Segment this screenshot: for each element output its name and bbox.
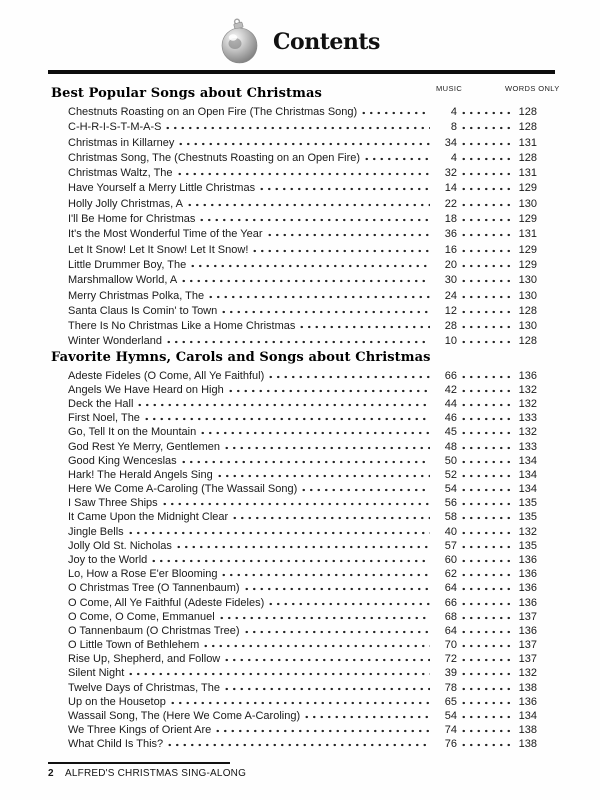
- music-page-number: 36: [444, 228, 457, 241]
- toc-entry: [68, 681, 537, 695]
- dot-leader: [460, 417, 510, 421]
- dot-leader: [460, 389, 510, 393]
- words-only-page-number: 128: [518, 121, 537, 134]
- dot-leader: [220, 573, 430, 577]
- toc-entry: [68, 482, 537, 496]
- dot-leader: [460, 279, 510, 283]
- dot-leader: [227, 389, 430, 393]
- footer-rule: [48, 762, 230, 764]
- music-page-number: 42: [444, 383, 457, 396]
- words-only-page-number: 131: [518, 167, 537, 180]
- dot-leader: [186, 203, 430, 207]
- music-page-number: 12: [444, 304, 457, 317]
- words-only-page-number: 136: [518, 695, 537, 708]
- toc-entry: [68, 553, 537, 567]
- dot-leader: [258, 187, 430, 191]
- words-only-page-number: 129: [518, 258, 537, 271]
- dot-leader: [460, 502, 510, 506]
- toc-entry: [68, 440, 537, 454]
- toc-entry: [68, 181, 537, 196]
- dot-leader: [460, 142, 510, 146]
- song-title: Hark! The Herald Angels Sing: [68, 468, 213, 481]
- footer-text: [48, 768, 348, 779]
- dot-leader: [127, 531, 430, 535]
- dot-leader: [207, 295, 430, 299]
- dot-leader: [165, 340, 430, 344]
- dot-leader: [460, 644, 510, 648]
- song-title: It Came Upon the Midnight Clear: [68, 511, 229, 524]
- dot-leader: [460, 111, 510, 115]
- dot-leader: [460, 431, 510, 435]
- music-page-number: 72: [444, 653, 457, 666]
- dot-leader: [460, 729, 510, 733]
- music-page-number: 54: [444, 483, 457, 496]
- song-title: Chestnuts Roasting on an Open Fire (The Christmas Song): [68, 106, 358, 118]
- dot-leader: [460, 157, 510, 161]
- music-page-number: 76: [444, 738, 457, 751]
- toc-section: [0, 87, 600, 350]
- music-page-number: 65: [444, 695, 457, 708]
- music-page-number: 22: [444, 197, 457, 210]
- toc-entry: [68, 136, 537, 151]
- toc-entry: [68, 334, 537, 349]
- toc-entry: [68, 454, 537, 468]
- song-title: We Three Kings of Orient Are: [68, 724, 212, 737]
- toc-section: [0, 351, 600, 752]
- music-page-number: 78: [444, 681, 457, 694]
- words-only-page-number: 131: [518, 136, 537, 149]
- dot-leader: [266, 233, 431, 237]
- music-page-number: 4: [450, 106, 457, 118]
- dot-leader: [460, 559, 510, 563]
- music-page-number: 58: [444, 511, 457, 524]
- song-title: C-H-R-I-S-T-M-A-S: [68, 121, 162, 134]
- music-page-number: 20: [444, 258, 457, 271]
- song-title: Rise Up, Shepherd, and Follow: [68, 653, 221, 666]
- dot-leader: [460, 672, 510, 676]
- dot-leader: [460, 701, 510, 705]
- dot-leader: [169, 701, 430, 705]
- words-only-page-number: 132: [518, 398, 537, 411]
- toc-entry: [68, 304, 537, 319]
- dot-leader: [298, 325, 430, 329]
- song-title: Twelve Days of Christmas, The: [68, 681, 221, 694]
- music-page-number: 40: [444, 525, 457, 538]
- dot-leader: [460, 295, 510, 299]
- page-footer: [48, 762, 348, 779]
- toc-entry: [68, 425, 537, 439]
- song-title: Christmas Waltz, The: [68, 167, 173, 180]
- song-title: O Tannenbaum (O Christmas Tree): [68, 624, 240, 637]
- words-only-page-number: 136: [518, 582, 537, 595]
- dot-leader: [231, 516, 430, 520]
- song-title: Christmas in Killarney: [68, 136, 175, 149]
- music-page-number: 50: [444, 454, 457, 467]
- music-page-number: 54: [444, 709, 457, 722]
- toc-entry: [68, 709, 537, 723]
- dot-leader: [218, 616, 430, 620]
- dot-leader: [223, 446, 430, 450]
- words-only-page-number: 134: [518, 468, 537, 481]
- toc-entry: [68, 581, 537, 595]
- words-only-page-number: 128: [518, 151, 537, 164]
- toc-entry: [68, 105, 537, 120]
- dot-leader: [460, 630, 510, 634]
- toc-entry: [68, 496, 537, 510]
- words-only-page-number: 129: [518, 213, 537, 226]
- column-header-words-only: WORDS ONLY: [505, 84, 560, 93]
- footer-book-title: ALFRED'S CHRISTMAS SING-ALONG: [65, 767, 247, 779]
- song-title: Merry Christmas Polka, The: [68, 289, 205, 302]
- words-only-page-number: 132: [518, 383, 537, 396]
- toc-entry: [68, 596, 537, 610]
- music-page-number: 8: [450, 121, 457, 134]
- music-page-number: 57: [444, 539, 457, 552]
- dot-leader: [127, 672, 430, 676]
- section-entries: [68, 369, 537, 752]
- song-title: It's the Most Wonderful Time of the Year: [68, 228, 263, 241]
- dot-leader: [460, 488, 510, 492]
- words-only-page-number: 134: [518, 454, 537, 467]
- dot-leader: [460, 474, 510, 478]
- words-only-page-number: 136: [518, 624, 537, 637]
- words-only-page-number: 130: [518, 289, 537, 302]
- music-page-number: 64: [444, 624, 457, 637]
- dot-leader: [460, 340, 510, 344]
- song-title: O Christmas Tree (O Tannenbaum): [68, 582, 240, 595]
- dot-leader: [460, 687, 510, 691]
- song-title: Silent Night: [68, 667, 125, 680]
- dot-leader: [460, 446, 510, 450]
- song-title: I Saw Three Ships: [68, 497, 158, 510]
- song-title: Have Yourself a Merry Little Christmas: [68, 182, 256, 195]
- music-page-number: 16: [444, 243, 457, 256]
- toc-entry: [68, 197, 537, 212]
- words-only-page-number: 128: [518, 106, 537, 118]
- song-title: What Child Is This?: [68, 738, 164, 751]
- dot-leader: [180, 279, 430, 283]
- dot-leader: [460, 616, 510, 620]
- words-only-page-number: 130: [518, 320, 537, 333]
- toc-entry: [68, 212, 537, 227]
- song-title: There Is No Christmas Like a Home Christmas: [68, 320, 296, 333]
- words-only-page-number: 130: [518, 274, 537, 287]
- words-only-page-number: 138: [518, 738, 537, 751]
- footer-page-number: 2: [48, 767, 54, 779]
- dot-leader: [460, 545, 510, 549]
- toc-entry: [68, 319, 537, 334]
- page-title: Contents: [273, 29, 380, 55]
- toc-entry: [68, 638, 537, 652]
- toc-entry: [68, 610, 537, 624]
- music-page-number: 10: [444, 335, 457, 348]
- music-page-number: 34: [444, 136, 457, 149]
- dot-leader: [460, 375, 510, 379]
- dot-leader: [166, 743, 430, 747]
- song-title: O Little Town of Bethlehem: [68, 639, 200, 652]
- music-page-number: 56: [444, 497, 457, 510]
- words-only-page-number: 138: [518, 724, 537, 737]
- music-page-number: 48: [444, 440, 457, 453]
- song-title: Up on the Housetop: [68, 695, 166, 708]
- dot-leader: [363, 157, 430, 161]
- dot-leader: [460, 249, 510, 253]
- song-title: Joy to the World: [68, 553, 148, 566]
- toc-entry: [68, 525, 537, 539]
- words-only-page-number: 135: [518, 539, 537, 552]
- dot-leader: [199, 431, 430, 435]
- dot-leader: [460, 531, 510, 535]
- song-title: Holly Jolly Christmas, A: [68, 197, 183, 210]
- dot-leader: [460, 203, 510, 207]
- song-title: Jingle Bells: [68, 525, 124, 538]
- toc-entry: [68, 624, 537, 638]
- music-page-number: 74: [444, 724, 457, 737]
- toc-entry: [68, 723, 537, 737]
- song-title: Here We Come A-Caroling (The Wassail Song): [68, 483, 298, 496]
- words-only-page-number: 137: [518, 653, 537, 666]
- dot-leader: [460, 573, 510, 577]
- dot-leader: [150, 559, 430, 563]
- dot-leader: [460, 187, 510, 191]
- dot-leader: [220, 310, 430, 314]
- words-only-page-number: 129: [518, 182, 537, 195]
- song-title: First Noel, The: [68, 412, 140, 425]
- words-only-page-number: 136: [518, 553, 537, 566]
- dot-leader: [161, 502, 430, 506]
- section-heading: Best Popular Songs about Christmas: [51, 86, 322, 101]
- dot-leader: [176, 172, 430, 176]
- music-page-number: 66: [444, 369, 457, 382]
- toc-entry: [68, 383, 537, 397]
- dot-leader: [460, 743, 510, 747]
- music-page-number: 4: [450, 151, 457, 164]
- dot-leader: [175, 545, 430, 549]
- dot-leader: [460, 516, 510, 520]
- song-title: Marshmallow World, A: [68, 274, 178, 287]
- toc-entry: [68, 411, 537, 425]
- dot-leader: [460, 715, 510, 719]
- dot-leader: [300, 488, 430, 492]
- song-title: O Come, O Come, Emmanuel: [68, 610, 215, 623]
- song-title: Jolly Old St. Nicholas: [68, 539, 172, 552]
- song-title: Wassail Song, The (Here We Come A-Caroling): [68, 709, 301, 722]
- toc-entry: [68, 539, 537, 553]
- words-only-page-number: 138: [518, 681, 537, 694]
- song-title: Little Drummer Boy, The: [68, 258, 187, 271]
- words-only-page-number: 132: [518, 525, 537, 538]
- christmas-ornament-icon: [220, 17, 260, 65]
- music-page-number: 46: [444, 412, 457, 425]
- music-page-number: 62: [444, 568, 457, 581]
- music-page-number: 68: [444, 610, 457, 623]
- toc-entry: [68, 120, 537, 135]
- music-page-number: 28: [444, 320, 457, 333]
- toc-entry: [68, 652, 537, 666]
- words-only-page-number: 136: [518, 369, 537, 382]
- dot-leader: [460, 658, 510, 662]
- music-page-number: 60: [444, 553, 457, 566]
- song-title: Lo, How a Rose E'er Blooming: [68, 568, 218, 581]
- dot-leader: [243, 587, 430, 591]
- words-only-page-number: 133: [518, 412, 537, 425]
- toc-sections: [0, 74, 600, 751]
- song-title: I'll Be Home for Christmas: [68, 213, 196, 226]
- music-page-number: 44: [444, 398, 457, 411]
- dot-leader: [460, 172, 510, 176]
- dot-leader: [223, 658, 430, 662]
- section-entries: [68, 105, 537, 350]
- dot-leader: [223, 687, 430, 691]
- dot-leader: [136, 403, 430, 407]
- music-page-number: 14: [444, 182, 457, 195]
- music-page-number: 39: [444, 667, 457, 680]
- section-heading: Favorite Hymns, Carols and Songs about Christmas: [51, 349, 431, 365]
- toc-entry: [68, 243, 537, 258]
- dot-leader: [460, 264, 510, 268]
- dot-leader: [143, 417, 430, 421]
- song-title: Angels We Have Heard on High: [68, 383, 224, 396]
- column-header-music: MUSIC: [436, 84, 463, 93]
- song-title: Adeste Fideles (O Come, All Ye Faithful): [68, 369, 265, 382]
- dot-leader: [189, 264, 430, 268]
- music-page-number: 64: [444, 582, 457, 595]
- dot-leader: [460, 325, 510, 329]
- dot-leader: [267, 602, 430, 606]
- music-page-number: 32: [444, 167, 457, 180]
- dot-leader: [267, 375, 430, 379]
- dot-leader: [460, 126, 510, 130]
- toc-entry: [68, 695, 537, 709]
- toc-entry: [68, 289, 537, 304]
- words-only-page-number: 135: [518, 497, 537, 510]
- toc-entry: [68, 369, 537, 383]
- toc-entry: [68, 258, 537, 273]
- words-only-page-number: 128: [518, 304, 537, 317]
- words-only-page-number: 134: [518, 709, 537, 722]
- words-only-page-number: 128: [518, 335, 537, 348]
- music-page-number: 66: [444, 596, 457, 609]
- song-title: Winter Wonderland: [68, 335, 162, 348]
- words-only-page-number: 130: [518, 197, 537, 210]
- toc-entry: [68, 510, 537, 524]
- dot-leader: [214, 729, 430, 733]
- page-header: [0, 0, 600, 70]
- dot-leader: [460, 218, 510, 222]
- dot-leader: [177, 142, 430, 146]
- dot-leader: [243, 630, 430, 634]
- dot-leader: [303, 715, 430, 719]
- song-title: Santa Claus Is Comin' to Town: [68, 304, 218, 317]
- words-only-page-number: 129: [518, 243, 537, 256]
- words-only-page-number: 131: [518, 228, 537, 241]
- words-only-page-number: 132: [518, 667, 537, 680]
- dot-leader: [360, 111, 430, 115]
- dot-leader: [164, 126, 430, 130]
- words-only-page-number: 135: [518, 511, 537, 524]
- dot-leader: [180, 460, 430, 464]
- words-only-page-number: 137: [518, 610, 537, 623]
- music-page-number: 18: [444, 213, 457, 226]
- song-title: Christmas Song, The (Chestnuts Roasting on an Open Fire): [68, 151, 361, 164]
- music-page-number: 70: [444, 639, 457, 652]
- music-page-number: 30: [444, 274, 457, 287]
- words-only-page-number: 136: [518, 596, 537, 609]
- dot-leader: [460, 587, 510, 591]
- toc-entry: [68, 468, 537, 482]
- words-only-page-number: 134: [518, 483, 537, 496]
- music-page-number: 52: [444, 468, 457, 481]
- music-page-number: 45: [444, 426, 457, 439]
- toc-entry: [68, 166, 537, 181]
- song-title: Let It Snow! Let It Snow! Let It Snow!: [68, 243, 249, 256]
- music-page-number: 24: [444, 289, 457, 302]
- words-only-page-number: 137: [518, 639, 537, 652]
- toc-entry: [68, 737, 537, 751]
- song-title: God Rest Ye Merry, Gentlemen: [68, 440, 221, 453]
- song-title: Good King Wenceslas: [68, 454, 177, 467]
- toc-entry: [68, 397, 537, 411]
- words-only-page-number: 136: [518, 568, 537, 581]
- dot-leader: [251, 249, 430, 253]
- song-title: O Come, All Ye Faithful (Adeste Fideles): [68, 596, 265, 609]
- toc-entry: [68, 273, 537, 288]
- dot-leader: [198, 218, 430, 222]
- dot-leader: [460, 403, 510, 407]
- song-title: Go, Tell It on the Mountain: [68, 426, 197, 439]
- dot-leader: [460, 233, 510, 237]
- dot-leader: [202, 644, 430, 648]
- toc-entry: [68, 567, 537, 581]
- toc-entry: [68, 227, 537, 242]
- toc-entry: [68, 151, 537, 166]
- words-only-page-number: 133: [518, 440, 537, 453]
- toc-entry: [68, 666, 537, 680]
- dot-leader: [460, 460, 510, 464]
- dot-leader: [460, 602, 510, 606]
- dot-leader: [460, 310, 510, 314]
- dot-leader: [216, 474, 430, 478]
- words-only-page-number: 132: [518, 426, 537, 439]
- song-title: Deck the Hall: [68, 398, 134, 411]
